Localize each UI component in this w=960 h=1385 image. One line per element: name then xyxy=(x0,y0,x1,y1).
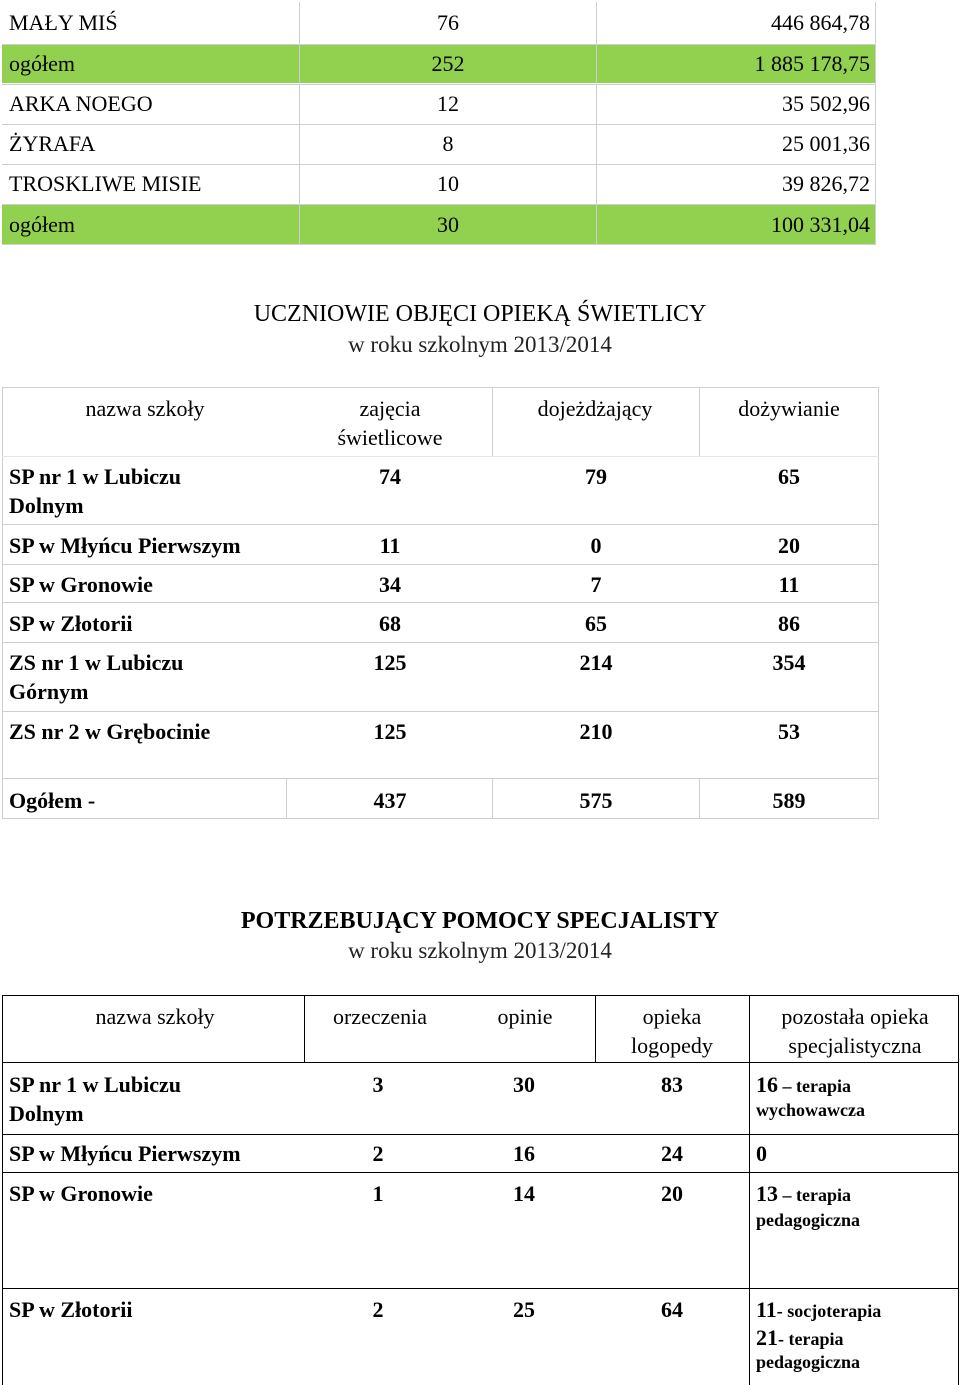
row-name: ogółem xyxy=(9,212,75,237)
value-meals: 354 xyxy=(772,650,806,675)
school-name: SP w Młyńcu Pierwszym xyxy=(9,533,241,558)
header-certificates: orzeczenia xyxy=(332,1004,428,1029)
row-name: ŻYRAFA xyxy=(9,131,96,156)
value-opinions: 14 xyxy=(513,1181,535,1206)
other-care-type: - terapia xyxy=(778,1329,844,1349)
row-amount: 25 001,36 xyxy=(782,131,870,156)
value-opinions: 25 xyxy=(513,1297,535,1322)
other-care-type: – terapia xyxy=(778,1076,851,1096)
total-commuting: 575 xyxy=(579,788,613,813)
value-commuting: 214 xyxy=(579,650,613,675)
header-other-care-2: specjalistyczna xyxy=(788,1033,922,1058)
other-care-type-cont: pedagogiczna xyxy=(756,1352,861,1372)
value-speech-therapy: 20 xyxy=(661,1181,683,1206)
value-meals: 53 xyxy=(778,719,800,744)
section-title: UCZNIOWIE OBJĘCI OPIEKĄ ŚWIETLICY xyxy=(253,301,707,327)
header-activities: zajęcia xyxy=(359,396,421,421)
header-opinions: opinie xyxy=(497,1004,553,1029)
row-name: MAŁY MIŚ xyxy=(9,10,118,35)
value-other-care xyxy=(756,1070,851,1101)
value-other-care xyxy=(756,1295,881,1326)
other-care-type-cont: pedagogiczna xyxy=(756,1210,861,1230)
section-subtitle: w roku szkolnym 2013/2014 xyxy=(348,332,612,357)
row-count: 12 xyxy=(437,91,459,116)
other-care-count: 16 xyxy=(756,1072,778,1097)
header-other-care: pozostała opieka xyxy=(781,1004,929,1029)
school-name-cont: Dolnym xyxy=(9,1101,84,1126)
header-school-name: nazwa szkoły xyxy=(95,1004,215,1029)
row-amount: 1 885 178,75 xyxy=(754,51,870,76)
school-name: SP nr 1 w Lubiczu xyxy=(9,464,181,489)
value-activities: 34 xyxy=(379,572,401,597)
row-count: 8 xyxy=(442,131,454,156)
row-count: 76 xyxy=(437,10,459,35)
value-activities: 125 xyxy=(373,650,407,675)
school-name: ZS nr 2 w Grębocinie xyxy=(9,719,211,744)
section-subtitle: w roku szkolnym 2013/2014 xyxy=(348,938,612,963)
total-meals: 589 xyxy=(772,788,806,813)
other-care-type-cont: wychowawcza xyxy=(756,1100,865,1120)
school-name: ZS nr 1 w Lubiczu xyxy=(9,650,184,675)
row-count: 252 xyxy=(431,51,465,76)
value-speech-therapy: 64 xyxy=(661,1297,683,1322)
school-name-cont: Dolnym xyxy=(9,493,84,518)
value-activities: 74 xyxy=(379,464,401,489)
value-meals: 65 xyxy=(778,464,800,489)
value-certificates: 2 xyxy=(372,1297,384,1322)
school-name: SP w Gronowie xyxy=(9,1181,153,1206)
school-name: SP w Złotorii xyxy=(9,611,133,636)
value-speech-therapy: 83 xyxy=(661,1072,683,1097)
row-name: ARKA NOEGO xyxy=(9,91,153,116)
row-count: 10 xyxy=(437,171,459,196)
value-other-care xyxy=(756,1179,851,1210)
other-care-type: – terapia xyxy=(778,1185,851,1205)
header-speech-therapy-2: logopedy xyxy=(631,1033,713,1058)
other-care-count: 21 xyxy=(756,1325,778,1350)
value-opinions: 30 xyxy=(513,1072,535,1097)
total-activities: 437 xyxy=(373,788,407,813)
value-commuting: 0 xyxy=(590,533,602,558)
budget-table xyxy=(0,0,880,245)
value-meals: 11 xyxy=(778,572,800,597)
header-speech-therapy: opieka xyxy=(642,1004,702,1029)
value-activities: 125 xyxy=(373,719,407,744)
total-label: Ogółem - xyxy=(9,788,96,813)
value-commuting: 210 xyxy=(579,719,613,744)
value-meals: 86 xyxy=(778,611,800,636)
row-name: ogółem xyxy=(9,51,75,76)
school-name: SP nr 1 w Lubiczu xyxy=(9,1072,181,1097)
school-name: SP w Złotorii xyxy=(9,1297,133,1322)
row-amount: 100 331,04 xyxy=(771,212,870,237)
value-commuting: 65 xyxy=(585,611,607,636)
header-activities-2: świetlicowe xyxy=(337,425,443,450)
value-opinions: 16 xyxy=(513,1141,535,1166)
school-name: SP w Młyńcu Pierwszym xyxy=(9,1141,241,1166)
value-meals: 20 xyxy=(778,533,800,558)
section-title: POTRZEBUJĄCY POMOCY SPECJALISTY xyxy=(240,908,720,934)
other-care-count: 11 xyxy=(756,1297,777,1322)
value-activities: 11 xyxy=(379,533,401,558)
other-care-count: 13 xyxy=(756,1181,778,1206)
value-certificates: 1 xyxy=(372,1181,384,1206)
row-amount: 446 864,78 xyxy=(771,10,870,35)
row-amount: 35 502,96 xyxy=(782,91,870,116)
value-commuting: 7 xyxy=(590,572,602,597)
row-count: 30 xyxy=(437,212,459,237)
after-school-table xyxy=(0,386,880,820)
value-certificates: 3 xyxy=(372,1072,384,1097)
value-activities: 68 xyxy=(379,611,401,636)
row-name: TROSKLIWE MISIE xyxy=(9,171,202,196)
school-name: SP w Gronowie xyxy=(9,572,153,597)
header-commuting: dojeżdżający xyxy=(537,396,653,421)
value-commuting: 79 xyxy=(585,464,607,489)
school-name-cont: Górnym xyxy=(9,679,89,704)
other-care-count: 0 xyxy=(756,1141,767,1166)
header-meals: dożywianie xyxy=(738,396,840,421)
header-school-name: nazwa szkoły xyxy=(85,396,205,421)
specialist-table xyxy=(0,994,960,1385)
other-care-type: - socjoterapia xyxy=(776,1301,882,1321)
row-amount: 39 826,72 xyxy=(782,171,870,196)
value-speech-therapy: 24 xyxy=(661,1141,683,1166)
value-certificates: 2 xyxy=(372,1141,384,1166)
